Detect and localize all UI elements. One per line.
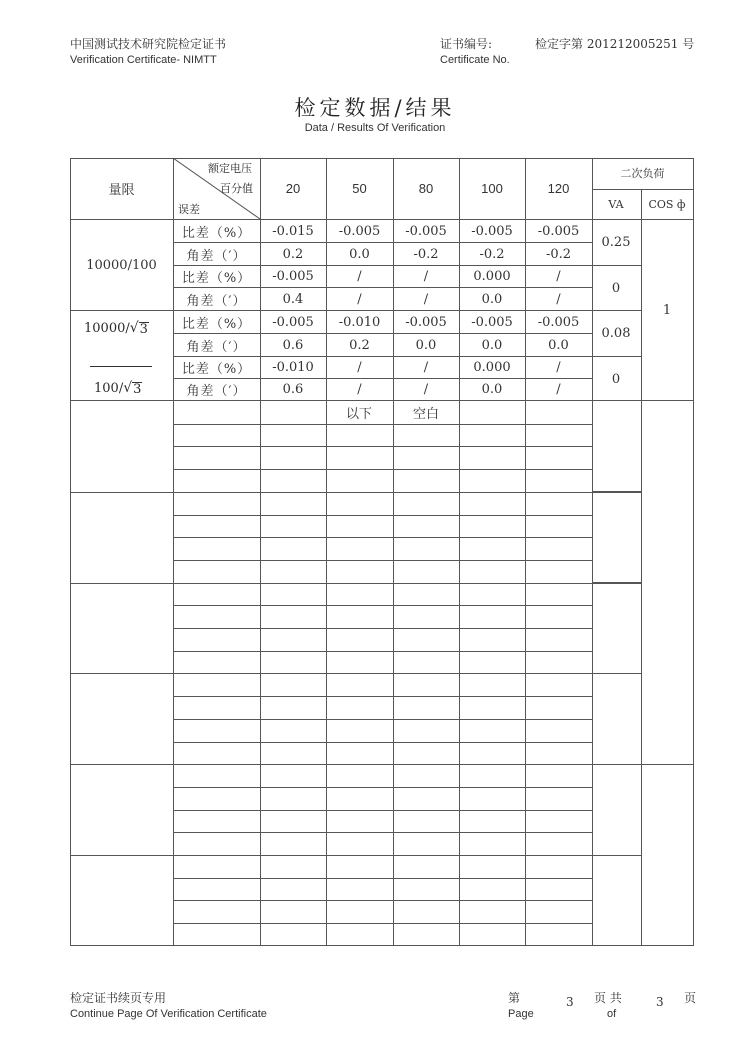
result-cell: / — [357, 291, 362, 307]
result-cell: -0.010 — [338, 314, 381, 330]
result-cell: 0.0 — [349, 246, 370, 262]
result-cell: / — [556, 360, 561, 375]
percent-header: 120 — [547, 181, 570, 196]
diag-header-bottom: 误差 — [178, 203, 200, 216]
sqrt-sign: √ — [129, 320, 139, 336]
cos-blank-rule — [641, 764, 693, 765]
blank-row-rule — [173, 469, 592, 470]
cert-no-block — [440, 36, 510, 68]
error-type-label: 比差（%） — [181, 225, 252, 241]
range2-radicand: 3 — [139, 322, 148, 337]
result-cell: 0.6 — [282, 337, 304, 353]
blank-group-rule — [70, 673, 641, 674]
group-rule — [70, 400, 641, 401]
range2-den-radicand: 3 — [133, 382, 142, 397]
result-cell: -0.2 — [545, 246, 572, 262]
result-cell: 0.0 — [548, 337, 569, 353]
error-type-label: 角差（′） — [186, 384, 247, 399]
fraction-bar — [90, 366, 152, 367]
result-cell: 0.2 — [349, 337, 370, 353]
error-type-label: 角差（′） — [186, 293, 247, 309]
result-cell: / — [357, 360, 362, 375]
result-cell: -0.015 — [272, 223, 314, 239]
range-header: 量限 — [108, 182, 135, 198]
result-cell: / — [556, 269, 561, 284]
result-cell: / — [357, 269, 362, 284]
va-blank-rule — [592, 764, 641, 765]
cert-no-value: 检定字第 201212005251 号 — [535, 37, 695, 51]
result-cell: / — [556, 382, 561, 397]
va-value: 0.08 — [601, 326, 631, 341]
blank-row-rule — [173, 810, 592, 811]
error-type-label: 比差（%） — [181, 316, 252, 332]
org-block — [70, 36, 226, 68]
sqrt-sign: √ — [123, 380, 133, 396]
result-cell: -0.005 — [471, 314, 513, 330]
percent-header: 80 — [418, 181, 434, 196]
result-cell: -0.2 — [479, 246, 505, 262]
page-total: 3 — [656, 995, 664, 1009]
va-value: 0 — [611, 371, 621, 387]
blank-note-blank: 空白 — [412, 406, 439, 422]
cos-value: 1 — [662, 303, 672, 318]
blank-row-rule — [173, 560, 592, 561]
percent-header: 50 — [352, 181, 367, 196]
page-prefix: 第 — [508, 991, 521, 1005]
va-blank-rule — [592, 491, 641, 492]
range2-num-text: 10000/ — [84, 321, 130, 336]
page-suffix: 页 — [684, 991, 697, 1005]
result-cell: 0.000 — [473, 360, 511, 375]
table-border-bottom — [70, 945, 694, 946]
blank-row-rule — [173, 446, 592, 447]
page-en: Page — [508, 1008, 534, 1020]
cert-no-label-en: Certificate No. — [440, 54, 510, 66]
percent-header: 20 — [285, 181, 301, 196]
result-cell: / — [556, 291, 561, 307]
error-type-label: 角差（′） — [186, 339, 247, 355]
result-cell: 0.0 — [481, 291, 503, 307]
org-name-cn: 中国测试技术研究院检定证书 — [70, 37, 227, 51]
blank-group-rule — [70, 855, 641, 856]
range2-den-text: 100/ — [94, 381, 124, 396]
blank-row-rule — [173, 832, 592, 833]
result-cell: / — [423, 269, 429, 284]
blank-row-rule — [173, 651, 592, 652]
result-cell: -0.005 — [405, 314, 447, 330]
cert-no-label-cn: 证书编号: — [440, 37, 493, 51]
result-cell: 0.4 — [282, 291, 304, 307]
blank-row-rule — [173, 605, 592, 606]
footer-left — [70, 990, 267, 1022]
blank-group-rule — [70, 492, 641, 493]
blank-row-rule — [173, 742, 592, 743]
page-subtitle: Data / Results Of Verification — [304, 122, 446, 134]
va-blank-rule — [592, 582, 641, 583]
result-cell: / — [423, 382, 429, 397]
diag-header-top: 额定电压 — [208, 162, 252, 175]
result-cell: 0.000 — [473, 269, 511, 284]
result-cell: -0.010 — [272, 360, 314, 375]
blank-row-rule — [173, 537, 592, 538]
va-blank-rule — [592, 673, 641, 674]
blank-group-rule — [70, 583, 641, 584]
result-cell: 0.2 — [282, 246, 304, 262]
blank-row-rule — [173, 719, 592, 720]
percent-header: 100 — [481, 181, 503, 196]
blank-row-rule — [173, 923, 592, 924]
org-name-en: Verification Certificate- NIMTT — [70, 54, 217, 66]
page-title: 检定数据/结果 — [294, 96, 456, 120]
va-value: 0 — [611, 280, 621, 296]
range-label-2-numerator — [84, 320, 149, 336]
error-type-label: 比差（%） — [181, 271, 252, 286]
diag-header-mid: 百分值 — [220, 182, 253, 195]
result-cell: -0.005 — [537, 314, 580, 330]
error-type-label: 比差（%） — [181, 362, 252, 377]
blank-row-rule — [173, 696, 592, 697]
of-en: of — [607, 1008, 617, 1020]
table-border-right — [693, 158, 694, 946]
page-mid: 页 共 — [594, 991, 622, 1005]
blank-row-rule — [173, 900, 592, 901]
result-cell: -0.005 — [405, 223, 447, 239]
blank-note-below: 以下 — [345, 406, 372, 422]
error-type-label: 角差（′） — [186, 248, 247, 264]
result-cell: -0.005 — [272, 269, 314, 284]
blank-row-rule — [173, 878, 592, 879]
range-label-1: 10000/100 — [86, 257, 157, 273]
footer-en: Continue Page Of Verification Certificate — [70, 1008, 267, 1020]
result-cell: 0.0 — [481, 337, 503, 353]
burden-header: 二次负荷 — [620, 167, 665, 180]
result-cell: / — [423, 291, 429, 307]
va-header: VA — [608, 198, 624, 211]
result-cell: 0.6 — [282, 382, 304, 397]
result-cell: -0.005 — [338, 223, 381, 239]
blank-row-rule — [173, 515, 592, 516]
result-cell: -0.005 — [272, 314, 314, 330]
result-cell: 0.0 — [481, 382, 503, 397]
blank-row-rule — [173, 628, 592, 629]
footer-cn: 检定证书续页专用 — [70, 991, 167, 1005]
range-label-2-denominator — [94, 380, 142, 396]
blank-row-rule — [173, 424, 592, 425]
result-cell: / — [423, 360, 429, 375]
result-cell: -0.2 — [413, 246, 439, 262]
page-number: 3 — [566, 995, 574, 1009]
result-cell: -0.005 — [537, 223, 580, 239]
blank-row-rule — [173, 787, 592, 788]
va-blank-rule — [592, 855, 641, 856]
result-cell: / — [357, 382, 362, 397]
cos-header: COS ф — [648, 198, 686, 211]
va-value: 0.25 — [601, 235, 631, 250]
result-cell: 0.0 — [415, 337, 437, 353]
result-cell: -0.005 — [471, 223, 513, 239]
blank-group-rule — [70, 764, 641, 765]
